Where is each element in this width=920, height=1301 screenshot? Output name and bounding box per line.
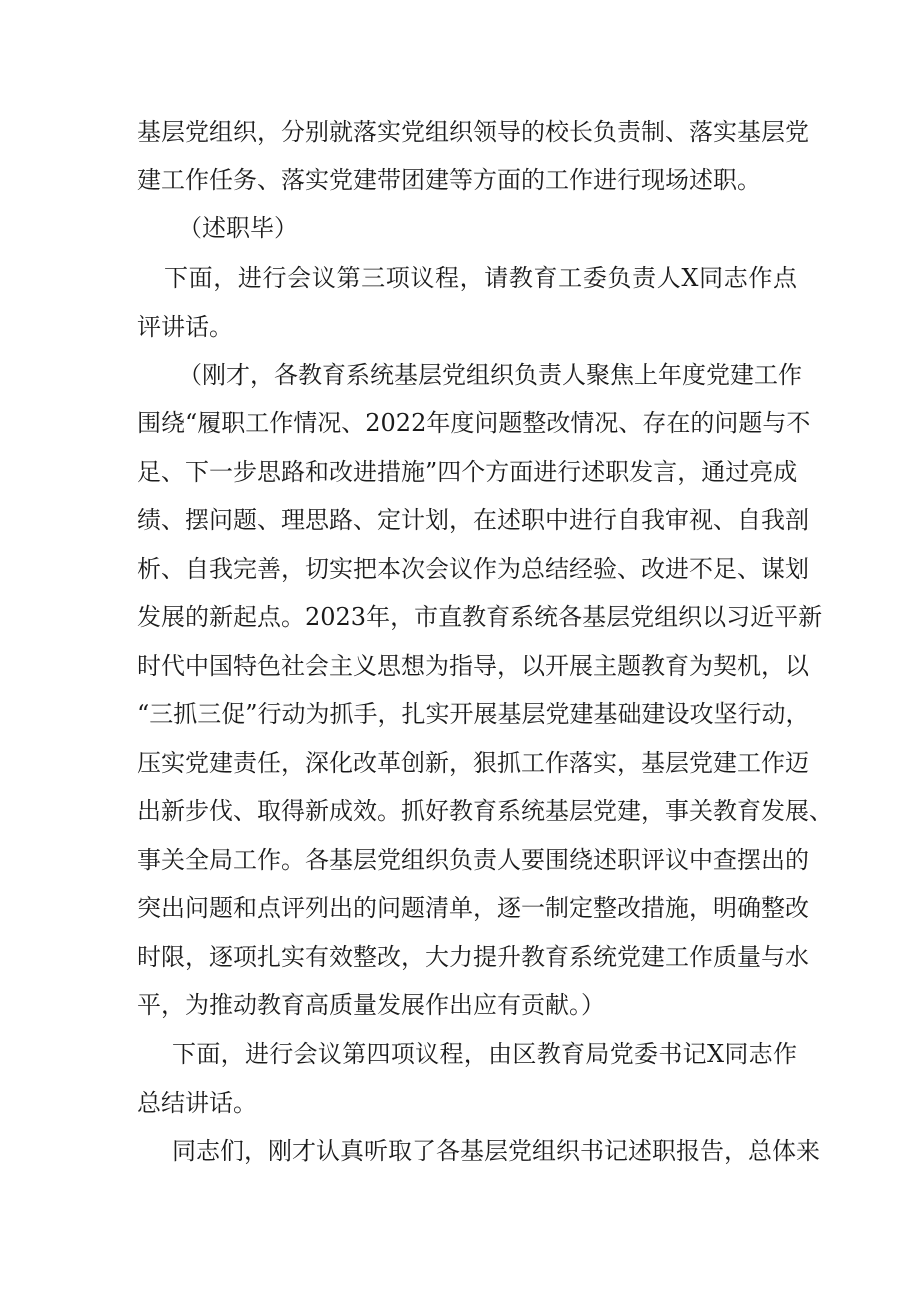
text-line: 突出问题和点评列出的问题清单，逐一制定整改措施，明确整改 <box>137 894 809 922</box>
text-line: 评讲话。 <box>137 313 233 341</box>
text-line: 时代中国特色社会主义思想为指导，以开展主题教育为契机，以 <box>137 652 809 680</box>
text-line: 发展的新起点。2023年，市直教育系统各基层党组织以习近平新 <box>137 603 823 631</box>
text-line: “三抓三促”行动为抓手，扎实开展基层党建基础建设攻坚行动， <box>137 700 810 728</box>
text-line: 时限，逐项扎实有效整改，大力提升教育系统党建工作质量与水 <box>137 943 809 971</box>
text-line: 下面，进行会议第四项议程，由区教育局党委书记X同志作 <box>172 1040 797 1068</box>
text-line: 同志们，刚才认真听取了各基层党组织书记述职报告，总体来 <box>172 1137 820 1165</box>
text-line: 足、下一步思路和改进措施”四个方面进行述职发言，通过亮成 <box>137 458 798 486</box>
text-line: 出新步伐、取得新成效。抓好教育系统基层党建，事关教育发展、 <box>137 797 833 825</box>
text-line: （述职毕） <box>178 214 298 242</box>
text-line: 建工作任务、落实党建带团建等方面的工作进行现场述职。 <box>137 166 761 194</box>
text-line: 平，为推动教育高质量发展作出应有贡献。） <box>137 991 605 1019</box>
text-line: 围绕“履职工作情况、2022年度问题整改情况、存在的问题与不 <box>137 409 811 437</box>
text-line: 总结讲话。 <box>137 1089 257 1117</box>
text-line: 析、自我完善，切实把本次会议作为总结经验、改进不足、谋划 <box>137 555 809 583</box>
text-line: 绩、摆问题、理思路、定计划，在述职中进行自我审视、自我剖 <box>137 506 809 534</box>
text-line: 事关全局工作。各基层党组织负责人要围绕述职评议中查摆出的 <box>137 846 809 874</box>
text-line: 下面，进行会议第三项议程，请教育工委负责人X同志作点 <box>164 264 797 292</box>
text-line: （刚才，各教育系统基层党组织负责人聚焦上年度党建工作 <box>178 361 802 389</box>
text-line: 基层党组织，分别就落实党组织领导的校长负责制、落实基层党 <box>137 118 809 146</box>
text-line: 压实党建责任，深化改革创新，狠抓工作落实，基层党建工作迈 <box>137 749 809 777</box>
